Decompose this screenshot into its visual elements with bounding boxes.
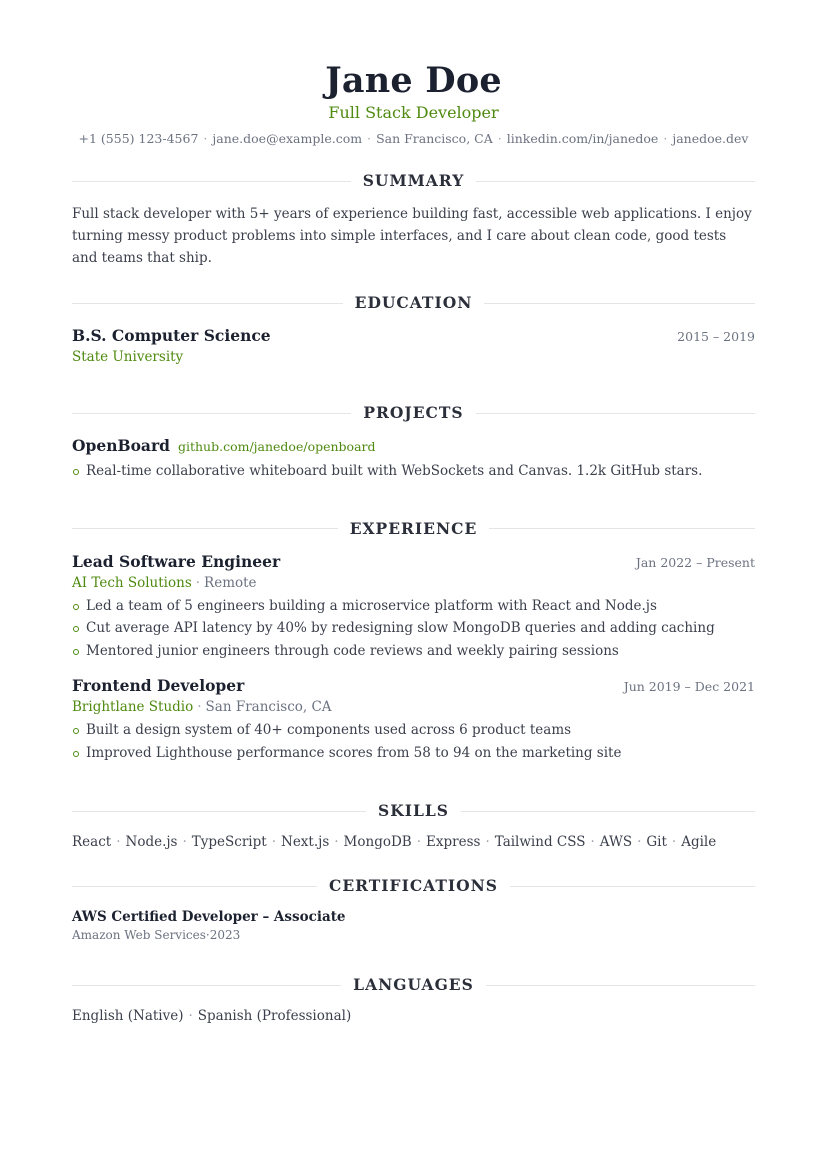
job-title: Frontend Developer — [72, 676, 245, 695]
certification-entry — [72, 907, 755, 944]
candidate-name: Jane Doe — [325, 60, 502, 101]
list-item: Improved Lighthouse performance scores from 58 to 94 on the marketing site — [72, 742, 755, 765]
section-title-projects: PROJECTS — [72, 403, 755, 423]
section-title-experience: EXPERIENCE — [72, 519, 755, 539]
project-name: OpenBoard — [72, 436, 170, 455]
job-company: AI Tech Solutions — [72, 574, 192, 591]
education-section — [72, 293, 755, 367]
skill-item: AWS — [599, 834, 633, 850]
separator-dot: · — [188, 1008, 193, 1024]
contact-linkedin[interactable]: linkedin.com/in/janedoe — [506, 131, 659, 146]
job-dates: Jan 2022 – Present — [635, 554, 755, 570]
contact-separator: · — [203, 131, 208, 146]
skill-item: Tailwind CSS — [494, 834, 586, 850]
separator-dot: · — [116, 834, 121, 850]
separator-dot: · — [590, 834, 595, 850]
education-degree: B.S. Computer Science — [72, 326, 271, 345]
job-bullets — [72, 595, 755, 663]
projects-section — [72, 403, 755, 483]
contact-email[interactable]: jane.doe@example.com — [212, 131, 363, 146]
education-entry — [72, 325, 755, 367]
separator-dot: · — [197, 699, 202, 715]
resume-header — [72, 0, 755, 148]
education-school: State University — [72, 349, 184, 365]
certifications-section — [72, 876, 755, 944]
certification-year: 2023 — [209, 928, 241, 942]
certification-issuer: Amazon Web Services — [72, 928, 206, 942]
job-head — [72, 551, 755, 573]
skills-list — [72, 831, 755, 853]
contact-location: San Francisco, CA — [376, 131, 493, 146]
section-title-skills: SKILLS — [72, 801, 755, 821]
project-entry — [72, 435, 755, 483]
skill-item: Git — [646, 834, 667, 850]
job-dates: Jun 2019 – Dec 2021 — [623, 679, 755, 694]
separator-dot: · — [671, 834, 677, 850]
job-bullets — [72, 719, 755, 764]
contact-separator: · — [497, 131, 502, 146]
language-item: Spanish (Professional) — [197, 1008, 352, 1024]
candidate-role: Full Stack Developer — [328, 103, 499, 122]
languages-section — [72, 975, 755, 1027]
section-title-languages: LANGUAGES — [72, 975, 755, 995]
contact-website[interactable]: janedoe.dev — [672, 131, 749, 146]
separator-dot: · — [334, 834, 339, 850]
job-title: Lead Software Engineer — [72, 551, 281, 571]
project-bullets — [72, 460, 755, 483]
section-title-summary: SUMMARY — [72, 171, 755, 191]
job-location: Remote — [204, 574, 257, 591]
summary-section — [72, 171, 755, 269]
list-item: Built a design system of 40+ components used across 6 product teams — [72, 719, 755, 742]
education-dates: 2015 – 2019 — [677, 329, 755, 344]
separator-dot: · — [182, 834, 187, 850]
separator-dot: · — [205, 928, 210, 942]
job-company-line — [72, 697, 755, 717]
languages-list — [72, 1005, 755, 1027]
job-entry — [72, 675, 755, 764]
skill-item: Next.js — [281, 834, 330, 850]
separator-dot: · — [195, 574, 201, 591]
summary-text: Full stack developer with 5+ years of experience building fast, accessible web applications. I enjoy turning messy product problems into simple interfaces, and I care about clean code, good tests and teams that ship. — [72, 206, 752, 266]
contact-separator: · — [367, 131, 372, 146]
project-link[interactable]: github.com/janedoe/openboard — [177, 439, 376, 454]
separator-dot: · — [271, 834, 276, 850]
skill-item: Node.js — [125, 834, 178, 850]
certification-name: AWS Certified Developer – Associate — [72, 909, 346, 925]
education-entry-head — [72, 325, 755, 347]
job-entry — [72, 551, 755, 663]
language-item: English (Native) — [72, 1008, 184, 1024]
section-title-certifications: CERTIFICATIONS — [72, 876, 755, 896]
project-head — [72, 435, 755, 458]
skill-item: MongoDB — [343, 834, 412, 850]
skill-item: React — [72, 834, 112, 850]
job-company-line — [72, 573, 755, 593]
job-company: Brightlane Studio — [72, 699, 194, 715]
list-item: Real-time collaborative whiteboard built with WebSockets and Canvas. 1.2k GitHub stars. — [72, 460, 755, 483]
experience-section — [72, 519, 755, 765]
separator-dot: · — [416, 834, 422, 850]
certification-details — [72, 927, 755, 944]
contact-separator: · — [663, 131, 668, 146]
contact-phone: +1 (555) 123-4567 — [78, 131, 199, 146]
section-title-education: EDUCATION — [72, 293, 755, 313]
job-location: San Francisco, CA — [205, 699, 332, 715]
skills-section — [72, 801, 755, 853]
list-item: Cut average API latency by 40% by redesigning slow MongoDB queries and adding caching — [72, 617, 755, 640]
job-head — [72, 675, 755, 697]
separator-dot: · — [637, 834, 642, 850]
skill-item: Express — [426, 834, 481, 850]
skill-item: TypeScript — [191, 834, 267, 850]
contact-line — [72, 130, 755, 148]
list-item: Led a team of 5 engineers building a microservice platform with React and Node.js — [72, 595, 755, 618]
separator-dot: · — [485, 834, 490, 850]
skill-item: Agile — [681, 834, 717, 850]
list-item: Mentored junior engineers through code reviews and weekly pairing sessions — [72, 640, 755, 663]
